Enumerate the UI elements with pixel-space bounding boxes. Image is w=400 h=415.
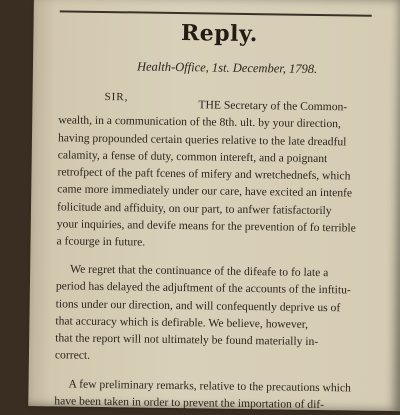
text-line: A few preliminary remarks, relative to the precautions which [68,377,351,395]
dateline: Health-Office, 1st. December, 1798. [136,59,318,76]
book-page [28,0,400,411]
text-line: that the report will not ultimately be found materially in- [55,331,319,349]
salutation: SIR, [104,90,129,104]
text-line: have been taken in order to prevent the importation of dif- [54,394,325,412]
text-line: folicitude and affiduity, on our part, to anfwer fatisfactorily [56,200,332,217]
text-line: your inquiries, and devife means for the prevention of fo terrible [56,217,356,235]
text-line: wealth, in a communication of the 8th. ult. by your direction, [58,113,342,131]
paragraph-2 [55,260,370,368]
text-line: We regret that the continuance of the difeafe to fo late a [70,262,329,280]
paragraph-1 [56,94,372,254]
text-line: correct. [54,348,91,363]
text-line: THE Secretary of the Common- [198,98,348,114]
text-line: that accuracy which is defirable. We believe, however, [55,314,309,331]
text-line: period has delayed the adjuftment of the accounts of the inftitu- [55,279,351,297]
top-rule [60,10,372,16]
text-line: having propounded certain queries relative to the late dreadful [57,130,347,148]
paragraph-3 [54,375,368,414]
text-line: retrofpect of the paft fcenes of mifery and wretchednefs, which [57,165,351,183]
text-line: tions under our direction, and will confequently deprive us of [55,296,341,314]
text-line: calamity, a fense of duty, common intereft, and a poignant [57,148,328,166]
text-line: a fcourge in future. [56,234,146,249]
text-line: came more immediately under our care, have excited an intenfe [57,182,353,200]
page-heading: Reply. [180,20,259,48]
